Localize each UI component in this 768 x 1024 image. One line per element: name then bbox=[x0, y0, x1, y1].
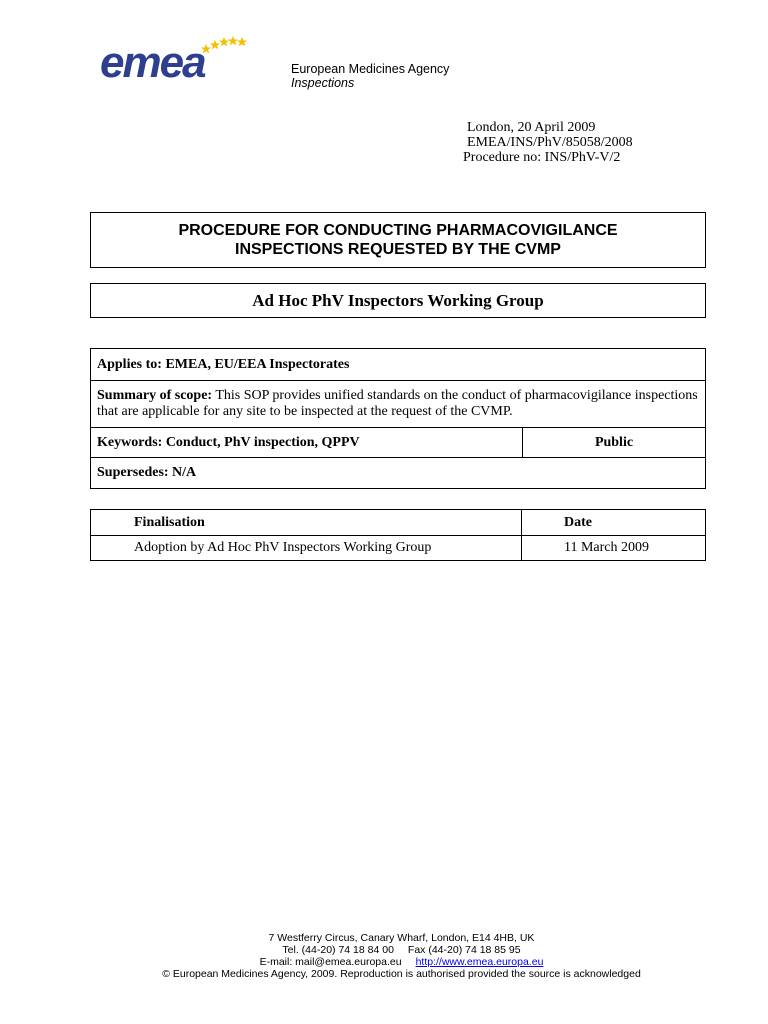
eu-stars-icon bbox=[201, 36, 247, 53]
working-group-title: Ad Hoc PhV Inspectors Working Group bbox=[252, 290, 544, 310]
scope-text: This SOP provides unified standards on the conduct of pharmacovigilance inspections that are applicable for any site to be inspected at the request of the CVMP. bbox=[97, 388, 698, 419]
keywords: Keywords: Conduct, PhV inspection, QPPV bbox=[91, 428, 523, 458]
table-row bbox=[91, 349, 706, 381]
footer-website-link[interactable]: http://www.emea.europa.eu bbox=[415, 956, 544, 968]
emea-logo bbox=[98, 32, 280, 88]
header-date: Date bbox=[522, 510, 706, 536]
info-table bbox=[90, 348, 706, 489]
table-row bbox=[91, 428, 706, 458]
footer-contact-line bbox=[0, 956, 768, 968]
footer-fax: Fax (44-20) 74 18 85 95 bbox=[407, 944, 521, 956]
footer-address: 7 Westferry Circus, Canary Wharf, London, E14 4HB, UK bbox=[268, 932, 535, 944]
supersedes: Supersedes: N/A bbox=[91, 458, 706, 489]
agency-subtitle: Inspections bbox=[291, 76, 355, 90]
finalisation-date: 11 March 2009 bbox=[522, 536, 706, 561]
table-row bbox=[91, 536, 706, 561]
footer bbox=[0, 932, 768, 980]
finalisation-step: Adoption by Ad Hoc PhV Inspectors Working Group bbox=[91, 536, 522, 561]
finalisation-table bbox=[90, 509, 706, 561]
summary-of-scope bbox=[91, 381, 706, 428]
table-row bbox=[91, 458, 706, 489]
title-box bbox=[90, 212, 706, 268]
document-date: London, 20 April 2009 bbox=[467, 120, 596, 135]
footer-phone-line bbox=[0, 944, 768, 956]
document-title: PROCEDURE FOR CONDUCTING PHARMACOVIGILANCE INSPECTIONS REQUESTED BY THE CVMP bbox=[178, 222, 618, 258]
footer-copyright: © European Medicines Agency, 2009. Reproduction is authorised provided the source is acknowledged bbox=[162, 968, 641, 980]
scope-label: Summary of scope: bbox=[97, 388, 213, 403]
group-box bbox=[90, 283, 706, 318]
table-header-row bbox=[91, 510, 706, 536]
document-reference: EMEA/INS/PhV/85058/2008 bbox=[467, 135, 633, 150]
header-finalisation: Finalisation bbox=[91, 510, 522, 536]
logo-wordmark: emea bbox=[100, 38, 205, 87]
footer-email: E-mail: mail@emea.europa.eu bbox=[259, 956, 402, 968]
procedure-number: Procedure no: INS/PhV-V/2 bbox=[463, 150, 621, 165]
agency-name: European Medicines Agency bbox=[291, 62, 450, 76]
applies-to: Applies to: EMEA, EU/EEA Inspectorates bbox=[91, 349, 706, 381]
table-row bbox=[91, 381, 706, 428]
classification: Public bbox=[523, 428, 706, 458]
footer-tel: Tel. (44-20) 74 18 84 00 bbox=[282, 944, 394, 956]
